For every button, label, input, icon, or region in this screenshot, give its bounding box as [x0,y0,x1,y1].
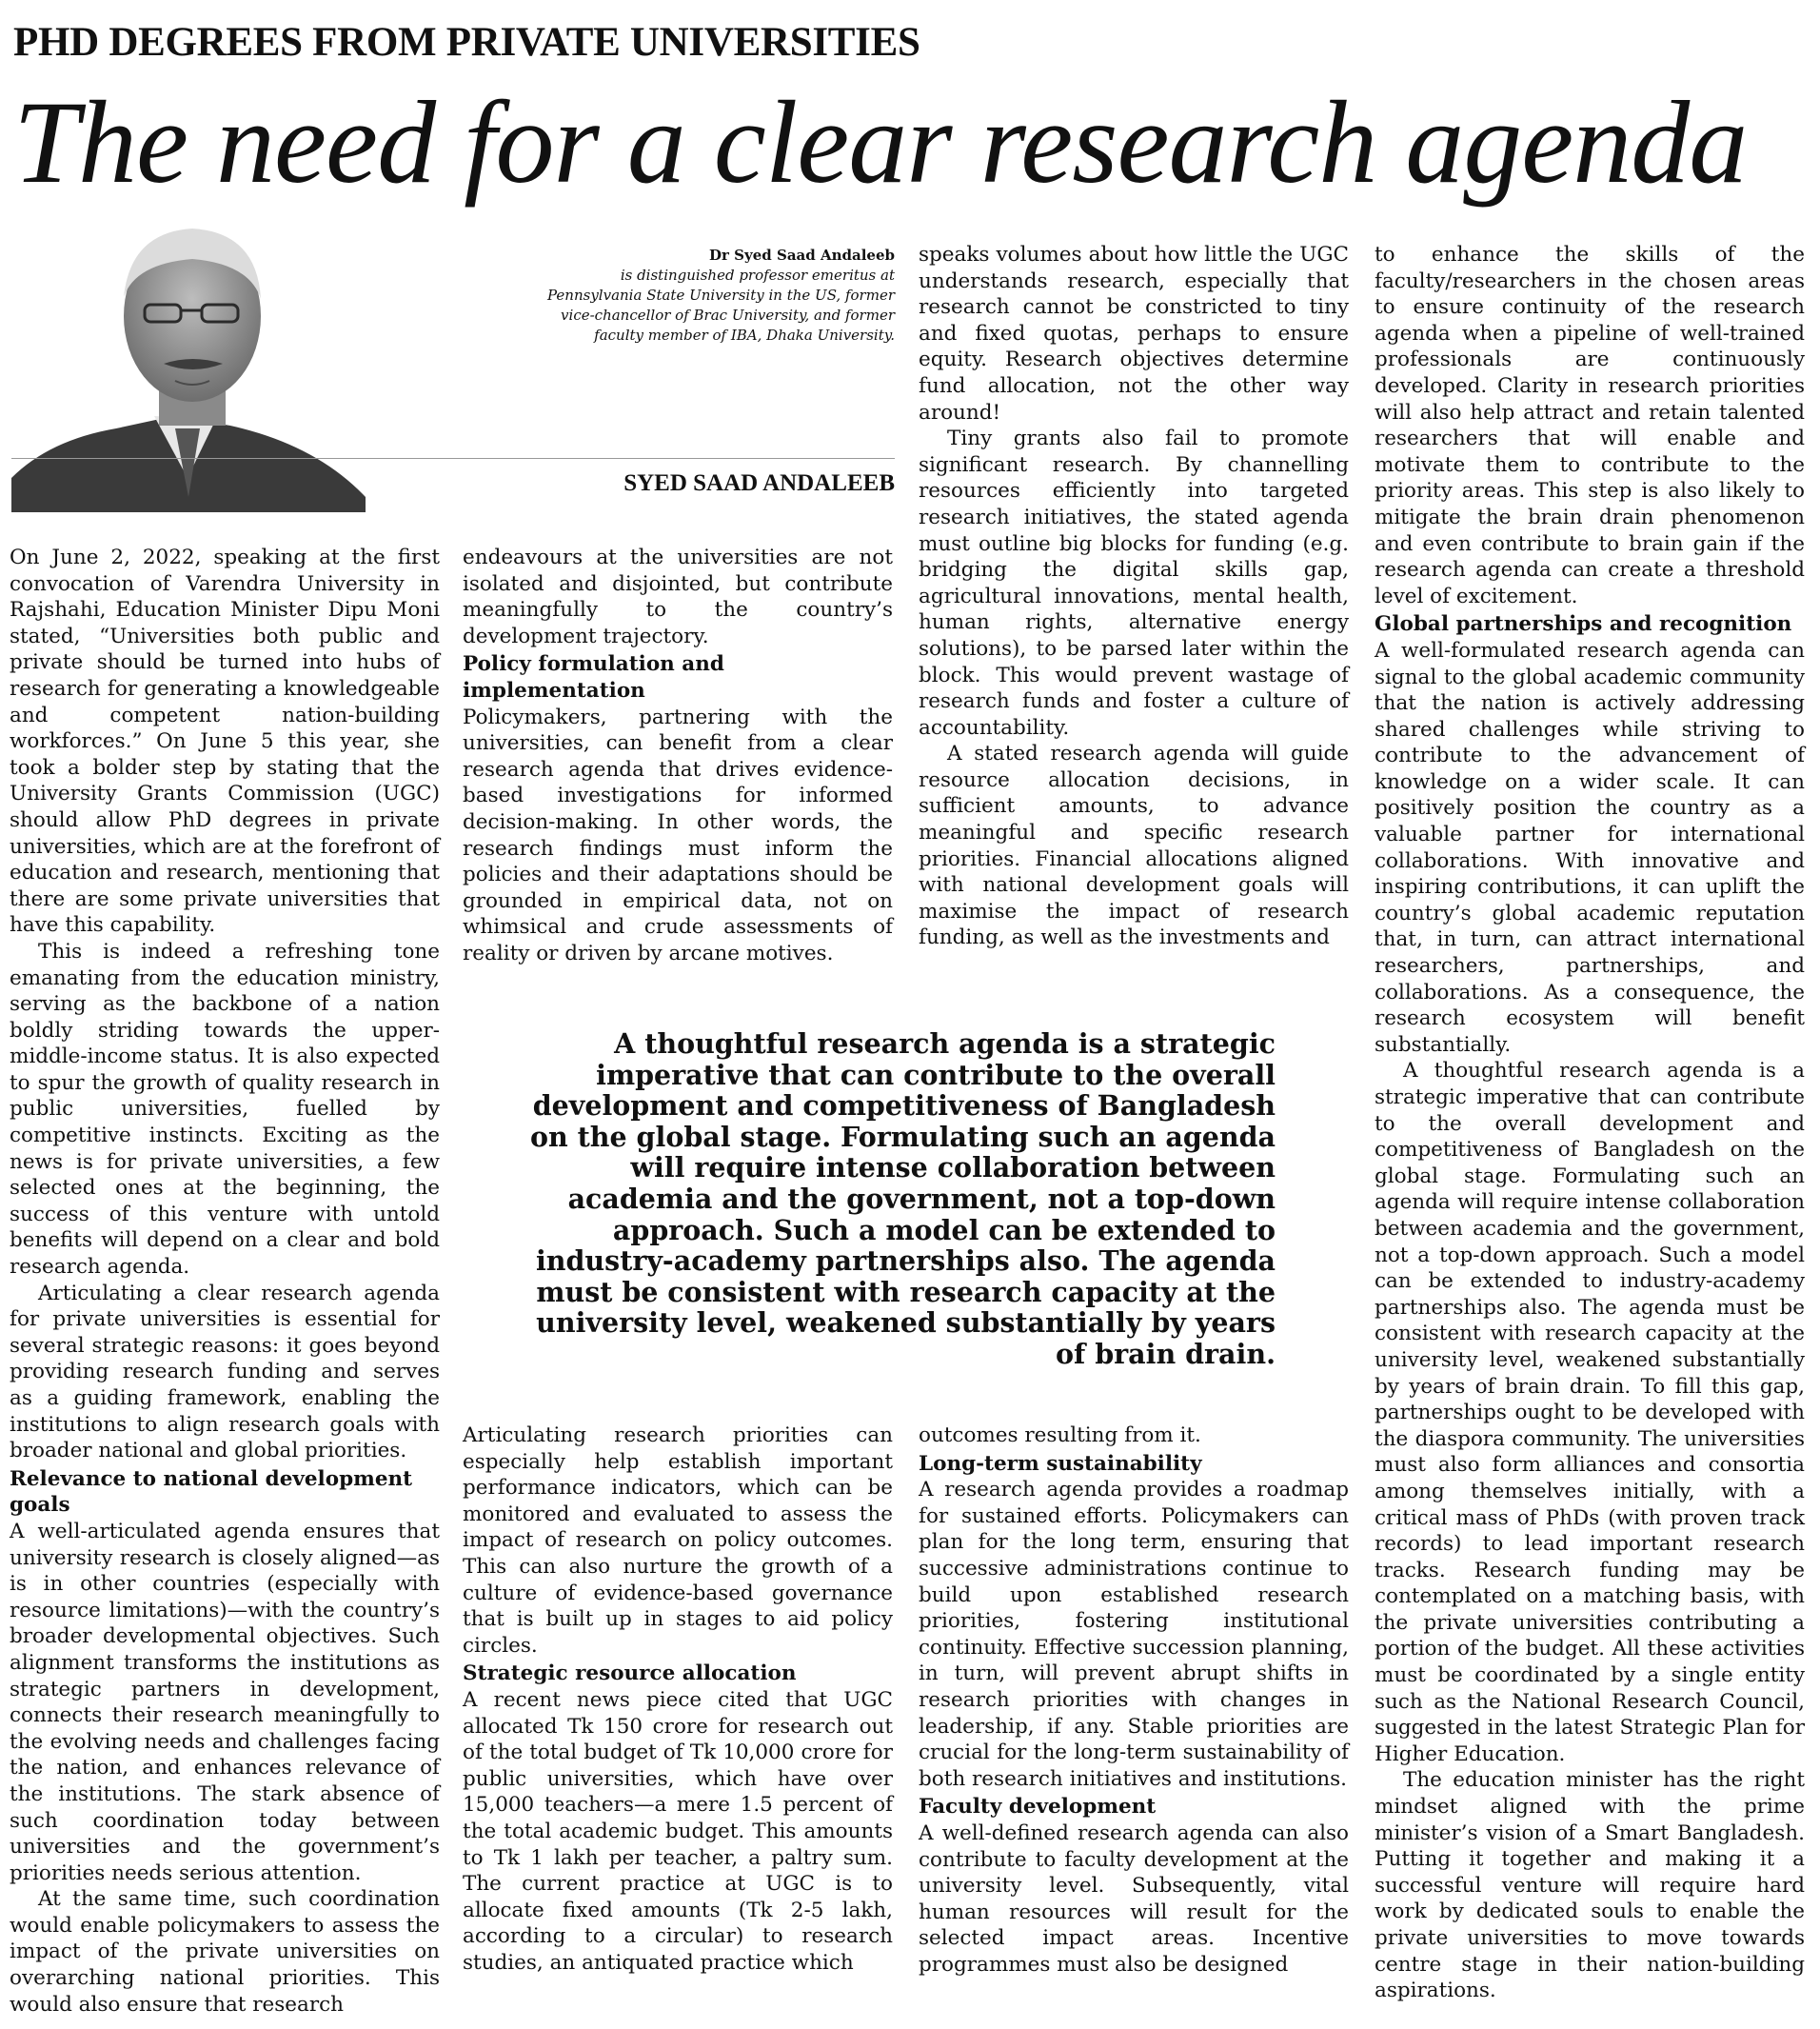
section-heading: Policy formulation and implementation [463,652,724,703]
paragraph: A well-articulated agenda ensures that university research is closely aligned—as is in other countries (especially with resource limitations)—with the country’s broader developmental objectives. Such alignment transforms the institutions as strategic partners in development, connects their research meaningfully to the evolving needs and challenges facing the nation, and enhances relevance of the institutions. The stark absence of such coordination today between universities and the government’s priorities needs serious attention. [10,1519,440,1885]
paragraph: At the same time, such coordination would enable policymakers to assess the impact of the private universities on overarching national priorities. This would also ensure that research [10,1887,440,2017]
column-3-top [919,242,1349,958]
paragraph: Articulating a clear research agenda for private universities is essential for several strategic reasons: it goes beyond providing research funding and serves as a guiding framework, enabling the institutions to align research goals with broader national and global priorities. [10,1281,440,1463]
article-headline: The need for a clear research agenda [13,77,1748,208]
author-bio [533,246,895,346]
paragraph: On June 2, 2022, speaking at the first convocation of Varendra University in Rajshahi, Education Minister Dipu Moni stated, “Universities both public and private should be turned into hubs of research for generating a knowledgeable and competent nation-building workforces.” On June 5 this year, she took a bolder step by stating that the University Grants Commission (UGC) should allow PhD degrees in private universities, which are at the forefront of education and research, mentioning that there are some private universities that have this capability. [10,546,440,938]
section-heading: Long-term sustainability [919,1451,1202,1476]
author-bio-name: Dr Syed Saad Andaleeb [709,247,895,264]
paragraph: A well-formulated research agenda can signal to the global academic community that the nation is actively addressing shared challenges while striving to contribute to the advancement of knowledge on a wider scale. It can positively position the country as a valuable partner for international collaborations. With innovative and inspiring contributions, it can uplift the country’s global academic reputation that, in turn, can attract international researchers, partnerships, and collaborations. As a consequence, the research ecosystem will benefit substantially. [1375,638,1805,1057]
paragraph: Articulating research priorities can especially help establish important performance indicators, which can be monitored and evaluated to assess the impact of research on policy outcomes. This can also nurture the growth of a culture of evidence-based governance that is built up in stages to aid policy circles. [463,1423,893,1658]
paragraph: endeavours at the universities are not isolated and disjointed, but contribute meaningfully to the country’s development trajectory. [463,546,893,648]
paragraph: Tiny grants also fail to promote significant research. By channelling resources efficiently into targeted research initiatives, the stated agenda must outline big blocks for funding (e.g. bridging the digital skills gap, agricultural innovations, mental health, human rights, alternative energy solutions), to be parsed later within the block. This would prevent wastage of research funds and foster a culture of accountability. [919,427,1349,740]
paragraph: A well-defined research agenda can also contribute to faculty development at the university level. Subsequently, vital human resources will result for the selected impact areas. Incentive programmes must also be designed [919,1820,1349,1977]
column-4 [1375,242,1805,2019]
author-bio-text: is distinguished professor emeritus at Pennsylvania State University in the US, former vice-chancellor of Brac University, and former faculty member of IBA, Dhaka University. [547,267,895,344]
column-3-bottom [919,1422,1349,2019]
paragraph: The education minister has the right mindset aligned with the prime minister’s vision of a Smart Bangladesh. Putting it together and making it a successful venture will require hard work by dedicated souls to enable the private universities to move towards centre stage in their nation-building aspirations. [1375,1768,1805,2003]
paragraph: A research agenda provides a roadmap for sustained efforts. Policymakers can plan for the long term, ensuring that successive administrations continue to build upon established research priorities, fostering institutional continuity. Effective succession planning, in turn, will prevent abrupt shifts in research priorities with changes in leadership, if any. Stable priorities are crucial for the long-term sustainability of both research initiatives and institutions. [919,1478,1349,1791]
paragraph: Policymakers, partnering with the universities, can benefit from a clear research agenda that drives evidence-based investigations for informed decision-making. In other words, the research findings must inform the policies and their adaptations should be grounded in empirical data, not on whimsical and crude assessments of reality or driven by arcane motives. [463,705,893,965]
column-1 [10,545,440,2017]
paragraph: A thoughtful research agenda is a strategic imperative that can contribute to the overall development and competitiveness of Bangladesh on the global stage. Formulating such an agenda will require intense collaboration between academia and the government, not a top-down approach. Such a model can be extended to industry-academy partnerships also. The agenda must be consistent with research capacity at the university level, weakened substantially by years of brain drain. To fill this gap, partnerships ought to be developed with the diaspora community. The universities must also form alliances and consortia among themselves initially, with a critical mass of PhDs (with proven track records) to lead important research tracks. Research funding may be contemplated on a matching basis, with the private universities contributing a portion of the budget. All these activities must be coordinated by a single entity such as the National Research Council, suggested in the latest Strategic Plan for Higher Education. [1375,1059,1805,1766]
paragraph: A recent news piece cited that UGC allocated Tk 150 crore for research out of the total budget of Tk 10,000 crore for public universities, which have over 15,000 teachers—a mere 1.5 percent of the total academic budget. This amounts to Tk 1 lakh per teacher, a paltry sum. The current practice at UGC is to allocate fixed amounts (Tk 2-5 lakh, according to a circular) to research studies, an antiquated practice which [463,1687,893,1975]
author-byline: SYED SAAD ANDALEEB [623,470,895,496]
author-photo [11,211,366,512]
paragraph: A stated research agenda will guide resource allocation decisions, in sufficient amounts, to advance meaningful and specific research priorities. Financial allocations aligned with national development goals will maximise the impact of research funding, as well as the investments and [919,742,1349,950]
column-2-bottom [463,1422,893,2019]
paragraph: speaks volumes about how little the UGC understands research, especially that research cannot be constricted to tiny and fixed quotas, perhaps to ensure equity. Research objectives determine fund allocation, not the other way around! [919,243,1349,425]
article-kicker: PHD DEGREES FROM PRIVATE UNIVERSITIES [13,20,920,65]
paragraph: to enhance the skills of the faculty/researchers in the chosen areas to ensure continuity of the research agenda when a pipeline of well-trained professionals are continuously developed. Clarity in research priorities will also help attract and retain talented researchers that will enable and motivate them to contribute to the priority areas. This step is also likely to mitigate the brain drain phenomenon and even contribute to brain gain if the research agenda can create a threshold level of excitement. [1375,243,1805,608]
section-heading: Strategic resource allocation [463,1661,797,1686]
column-2-top [463,545,893,964]
pull-quote: A thoughtful research agenda is a strategic imperative that can contribute to the overall development and competitiveness of Bangladesh on the global stage. Formulating such an agenda will require intense collaboration between academia and the government, not a top-down approach. Such a model can be extended to industry-academy partnerships also. The agenda must be consistent with research capacity at the university level, weakened substantially by years of brain drain. [529,1027,1276,1370]
byline-divider [11,458,895,459]
paragraph: This is indeed a refreshing tone emanating from the education ministry, serving as the backbone of a nation boldly striding towards the upper-middle-income status. It is also expected to spur the growth of quality research in public universities, fuelled by competitive instincts. Exciting as the news is for private universities, a few selected ones at the beginning, the success of this venture with untold benefits will depend on a clear and bold research agenda. [10,939,440,1280]
section-heading: Global partnerships and recognition [1375,612,1792,637]
section-heading: Relevance to national development goals [10,1466,413,1518]
section-heading: Faculty development [919,1795,1157,1820]
paragraph: outcomes resulting from it. [919,1423,1201,1447]
